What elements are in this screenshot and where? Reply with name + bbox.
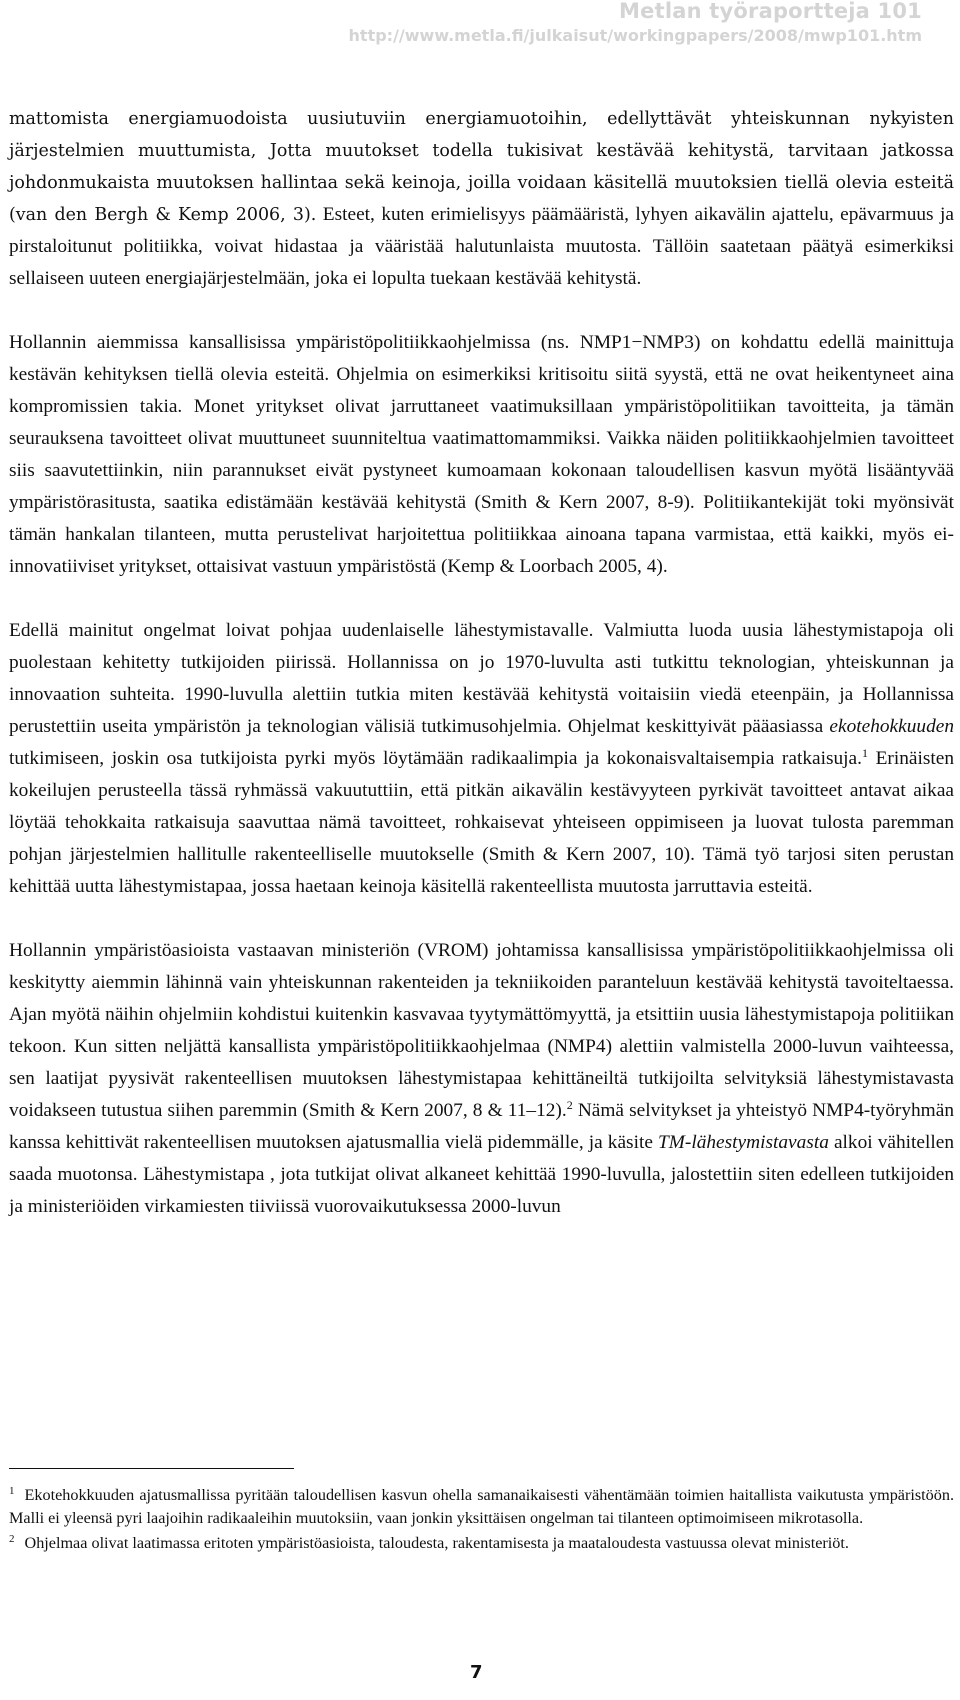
- paragraph-4-text-b: Nämä selvitykset ja yhteistyö NMP4-työryhmän kanssa kehittivät rakenteellisen muutoksen ajatusmallia vielä pidemmälle, ja käsite: [9, 1100, 954, 1153]
- footnote-separator: [9, 1468, 294, 1469]
- footnote-2: [9, 1532, 954, 1555]
- page-number: 7: [470, 1662, 483, 1683]
- page-header: [349, 0, 922, 45]
- footnote-1: [9, 1484, 954, 1530]
- footnote-ref-2[interactable]: 2: [566, 1098, 573, 1112]
- body-text: [9, 103, 954, 1223]
- paragraph-3: [9, 615, 954, 903]
- paragraph-3-italic-term: ekotehokkuuden: [829, 716, 954, 737]
- paragraph-3-text-a: Edellä mainitut ongelmat loivat pohjaa uudenlaiselle lähestymistavalle. Valmiutta luoda uusia lähestymistapoja oli puolestaan kehitetty tutkijoiden piirissä. Hollannissa on jo 1970-luvulta asti tutkittu teknologian, yhteiskunnan ja innovaation suhteita. 1990-luvulla alettiin tutkia miten kestävää kehitystä voitaisiin viedä eteenpäin, ja Hollannissa perustettiin useita ympäristön ja teknologian välisiä tutkimusohjelmia. Ohjelmat keskittyivät pääasiassa: [9, 620, 954, 737]
- paragraph-2: Hollannin aiemmissa kansallisissa ympäristöpolitiikkaohjelmissa (ns. NMP1−NMP3) on kohdattu edellä mainittuja kestävän kehityksen tiellä olevia esteitä. Ohjelmia on esimerkiksi kritisoitu siitä syystä, että ne ovat heikentyneet aina kompromissien takia. Monet yritykset olivat jarruttaneet vaatimuksillaan ympäristöpolitiikan tavoitteita, ja tämän seurauksena tavoitteet olivat muuttuneet suunniteltua vaatimattomammiksi. Vaikka näiden politiikkaohjelmien tavoitteet siis saavutettiinkin, niin parannukset eivät pystyneet kumoamaan kokonaan taloudellisen kasvun myötä lisääntyvää ympäristörasitusta, saatika edistämään kestävää kehitystä (Smith & Kern 2007, 8-9). Politiikantekijät toki myönsivät tämän hankalan tilanteen, mutta perustelivat harjoitettua politiikkaa ainoana tapana varmistaa, että kaikki, myös ei-innovatiiviset yritykset, ottaisivat vastuun ympäristöstä (Kemp & Loorbach 2005, 4).: [9, 332, 954, 577]
- publication-url[interactable]: http://www.metla.fi/julkaisut/workingpapers/2008/mwp101.htm: [348, 26, 922, 46]
- paragraph-1: [9, 103, 954, 295]
- paragraph-1-text: Esteet, kuten erimielisyys päämääristä, lyhyen aikavälin ajattelu, epävarmuus ja pirstaloitunut politiikka, voivat hidastaa ja vääristää halutunlaista muutosta. Tällöin saatetaan päätyä esimerkiksi sellaiseen uuteen energiajärjestelmään, joka ei lopulta tuekaan kestävää kehitystä.: [9, 204, 954, 289]
- series-title: Metlan työraportteja 101: [619, 0, 922, 23]
- paragraph-4-text-a: Hollannin ympäristöasioista vastaavan ministeriön (VROM) johtamissa kansallisissa ympäristöpolitiikkaohjelmissa oli keskitytty aiemmin lähinnä vain yhteiskunnan rakenteiden ja tekniikoiden paranteluun kestävää kehitystä tavoiteltaessa. Ajan myötä näihin ohjelmiin kohdistui kuitenkin kasvavaa tyytymättömyyttä, ja etsittiin uusia lähestymistapoja politiikan tekoon. Kun sitten neljättä kansallista ympäristöpolitiikkaohjelmaa (NMP4) alettiin valmistella 2000-luvun vaihteessa, sen laatijat pyysivät rakenteellisen muutoksen lähestymistapaa kehittäneiltä tutkijoilta selvityksiä lähestymistavasta voidakseen tutustua siihen paremmin (Smith & Kern 2007, 8 & 11–12).: [9, 940, 954, 1121]
- paragraph-4-text-c: alkoi vähitellen saada muotonsa. Lähestymistapa , jota tutkijat olivat alkaneet kehittää 1990-luvulla, jalostettiin siten edelleen tutkijoiden ja ministeriöiden virkamiesten tiiviissä vuorovaikutuksessa 2000-luvun: [9, 1132, 954, 1217]
- paragraph-4: [9, 935, 954, 1223]
- footnote-2-text: Ohjelmaa olivat laatimassa eritoten ympäristöasioista, taloudesta, rakentamisesta ja maataloudesta vastuussa olevat ministeriöt.: [24, 1534, 849, 1552]
- paragraph-4-italic-term: TM-lähestymistavasta: [658, 1132, 829, 1153]
- footnotes: [9, 1484, 954, 1557]
- footnote-1-text: Ekotehokkuuden ajatusmallissa pyritään taloudellisen kasvun ohella samanaikaisesti vähentämään toimien haitallista vaikutusta ympäristöön. Malli ei yleensä pyri laajoihin radikaaleihin muutoksiin, vaan jonkin yksittäisen ongelman tai tilanteen optimoimiseen mikrotasolla.: [9, 1486, 954, 1527]
- footnote-2-number: 2: [9, 1533, 15, 1545]
- paragraph-1-continued-text: mattomista energiamuodoista uusiutuviin energiamuotoihin, edellyttävät yhteiskunnan nykyisten järjestelmien muuttumista, Jotta muutokset todella tukisivat kestävää kehitystä, tarvitaan jatkossa johdonmukaista muutoksen hallintaa sekä keinoja, joilla voidaan käsitellä muutoksien tiellä olevia esteitä (van den Bergh & Kemp 2006, 3).: [9, 109, 954, 225]
- footnote-ref-1[interactable]: 1: [861, 746, 868, 760]
- paragraph-3-text-b: tutkimiseen, joskin osa tutkijoista pyrki myös löytämään radikaalimpia ja kokonaisvaltaisempia ratkaisuja.: [9, 748, 862, 769]
- footnote-1-number: 1: [9, 1485, 15, 1497]
- paragraph-3-text-c: Erinäisten kokeilujen perusteella tässä ryhmässä vakuututtiin, että pitkän aikavälin kestävyyteen pyrkivät tavoitteet antavat aikaa löytää tehokkaita ratkaisuja saavuttaa nämä tavoitteet, rohkaisevat yhteiseen oppimiseen ja luovat tulosta paremman pohjan järjestelmien hallitulle rakenteelliselle muutokselle (Smith & Kern 2007, 10). Tämä työ tarjosi siten perustan kehittää uutta lähestymistapaa, jossa haetaan keinoja käsitellä rakenteellista muutosta jarruttavia esteitä.: [9, 748, 954, 897]
